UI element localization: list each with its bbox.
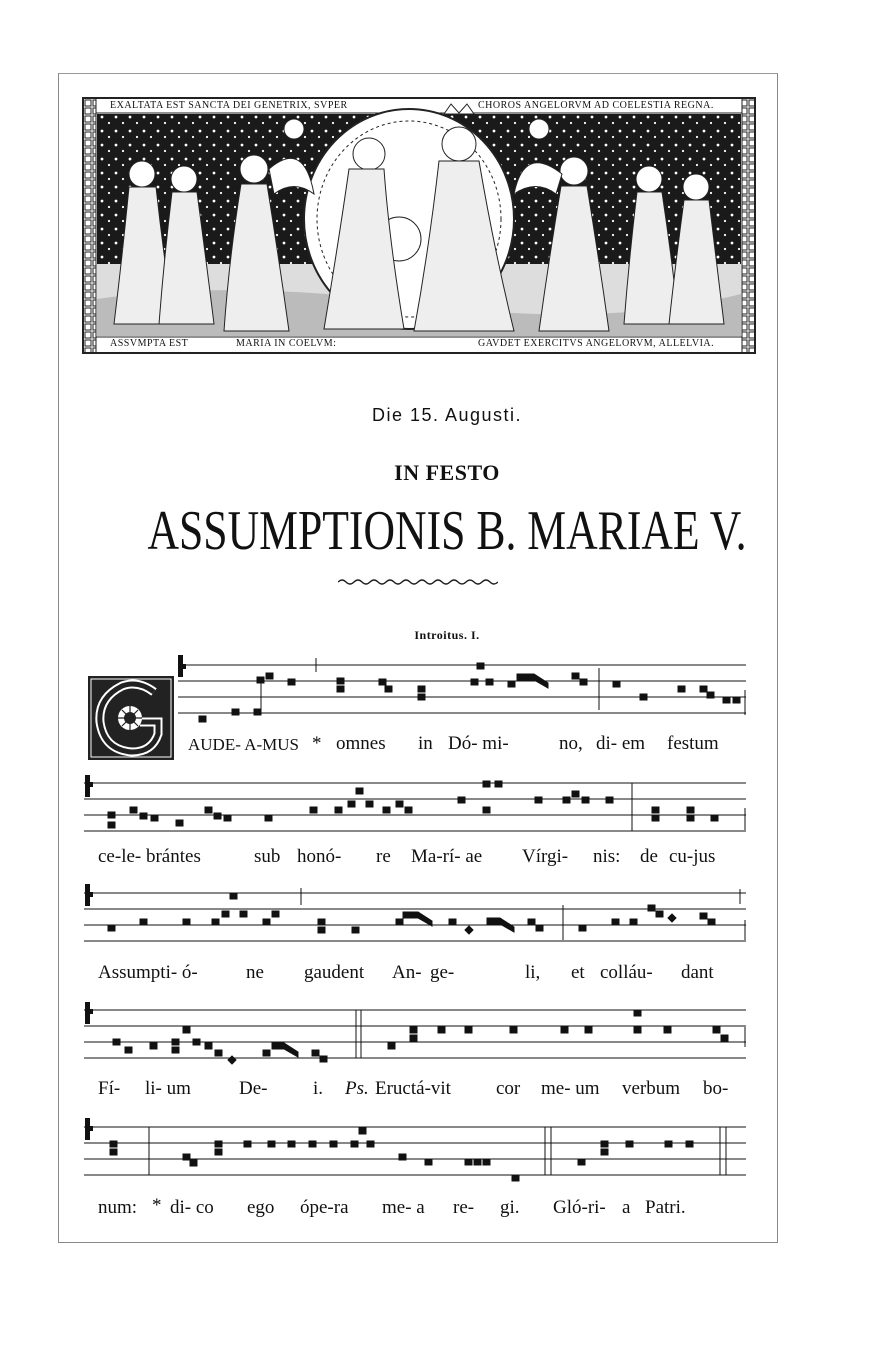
lyric-syllable: cor [496,1078,521,1099]
lyric-syllable: ce-le- brántes [98,846,201,867]
lyric-syllable: a [622,1197,631,1218]
lyric-syllable: Fí- [98,1078,121,1099]
lyric-syllable: in [418,733,433,754]
lyric-syllable: re- [453,1197,475,1218]
engraving-caption-bottom-right: GAVDET EXERCITVS ANGELORVM, ALLELVIA. [478,338,715,349]
lyric-syllable: Assumpti- ó- [98,962,198,983]
lyric-syllable: colláu- [600,962,653,983]
lyric-asterisk: * [152,1195,162,1216]
lyric-syllable: Dó- mi- [448,733,509,754]
lyric-syllable: di- em [596,733,646,754]
date-line: Die 15. Augusti. [371,405,523,425]
engraving-caption-top-left: EXALTATA EST SANCTA DEI GENETRIX, SVPER [110,100,348,111]
lyric-syllable: omnes [336,733,386,754]
engraving-caption-top-right: CHOROS ANGELORVM AD COELESTIA REGNA. [478,100,714,111]
lyric-syllable: gaudent [304,962,365,983]
feast-title: IN FESTO [394,460,500,485]
lyric-syllable: Vírgi- [522,846,569,867]
lyric-syllable: ge- [430,962,455,983]
lyric-syllable: et [571,962,585,983]
lyric-syllable: gi. [500,1197,520,1218]
lyric-syllable: Patri. [645,1197,686,1218]
lyric-syllable: re [376,846,391,867]
lyric-syllable: cu-jus [669,846,716,867]
lyric-syllable: honó- [297,846,342,867]
chant-label: Introitus. I. [414,628,480,642]
lyric-syllable: me- a [382,1197,425,1218]
lyric-syllable: di- co [170,1197,214,1218]
lyric-syllable: Ma-rí- ae [411,846,483,867]
lyric-syllable: An- [392,962,422,983]
lyric-asterisk: * [312,733,322,754]
feast-name: ASSUMPTIONIS B. MARIAE V. [147,500,747,562]
lyric-syllable: Gló-ri- [553,1197,606,1218]
engraving-caption-bottom-middle: MARIA IN COELVM: [236,338,337,349]
lyric-syllable: me- um [541,1078,600,1099]
lyric-syllable: bo- [703,1078,729,1099]
engraving-caption-bottom-left: ASSVMPTA EST [110,338,189,349]
lyric-syllable: dant [681,962,714,983]
lyric-syllable: ego [247,1197,275,1218]
lyric-syllable: no, [559,733,583,754]
lyric-syllable: de [640,846,658,867]
lyric-syllable: li- um [145,1078,191,1099]
lyric-syllable: ne [246,962,264,983]
lyric-syllable: AUDE- A-MUS [188,735,299,754]
lyric-psalm-marker: Ps. [345,1078,369,1099]
lyric-syllable: num: [98,1197,138,1218]
lyric-syllable: nis: [593,846,621,867]
lyric-syllable: li, [525,962,541,983]
lyric-syllable: Eructá-vit [375,1078,451,1099]
lyric-syllable: festum [667,733,719,754]
lyric-syllable: i. [313,1078,324,1099]
lyric-syllable: De- [239,1078,268,1099]
lyric-syllable: sub [254,846,281,867]
lyric-syllable: ópe-ra [300,1197,349,1218]
lyric-syllable: verbum [622,1078,681,1099]
